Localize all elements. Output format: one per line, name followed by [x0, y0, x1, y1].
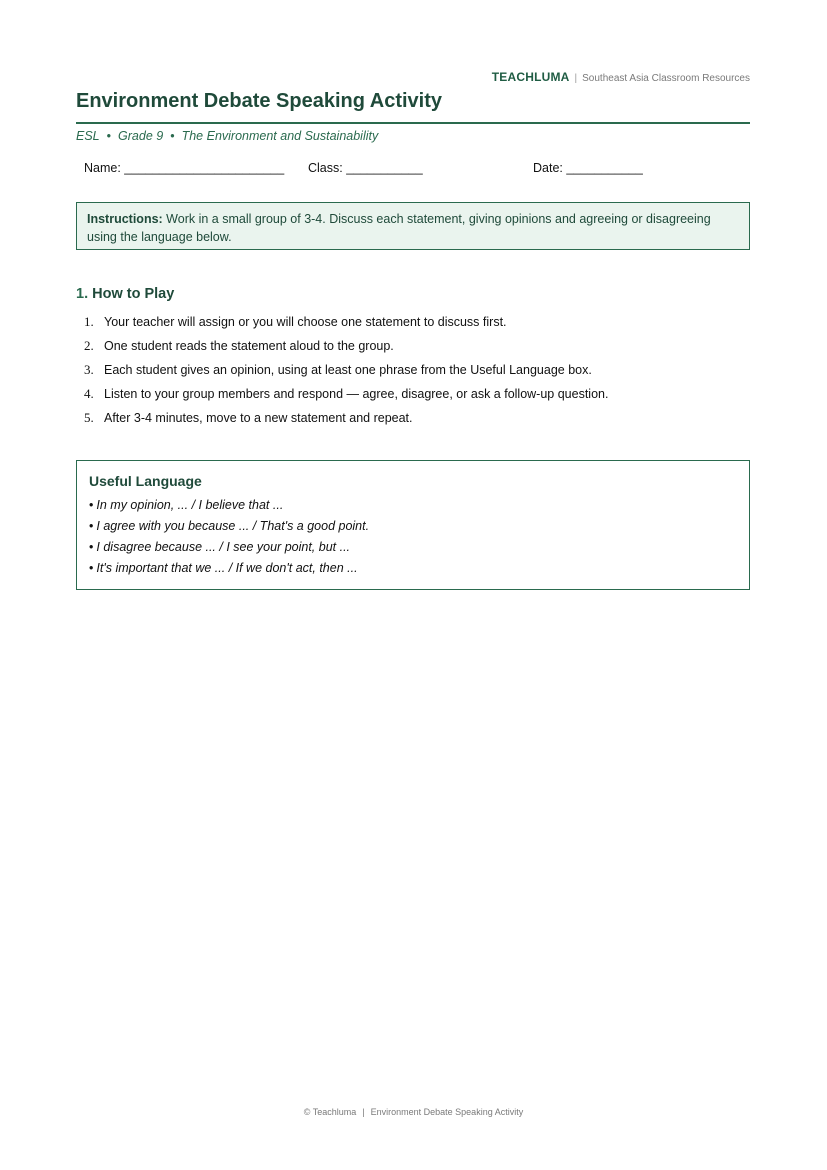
- instructions-text: Work in a small group of 3-4. Discuss each statement, giving opinions and agreeing or disagreeing using the language below.: [87, 212, 711, 244]
- subtitle-dot-2: •: [170, 129, 175, 143]
- subtitle: [76, 129, 378, 143]
- useful-language-item-3: [89, 539, 737, 560]
- phrase-text: I agree with you because ... / That's a good point.: [96, 519, 370, 533]
- step-text: After 3-4 minutes, move to a new statement and repeat.: [104, 411, 413, 425]
- subtitle-dot-1: •: [106, 129, 112, 143]
- header-brand: [492, 70, 750, 84]
- footer-copyright: © Teachluma: [303, 1107, 357, 1117]
- useful-language-item-2: [89, 518, 737, 539]
- step-text: One student reads the statement aloud to the group.: [104, 339, 394, 353]
- useful-language-list: [89, 497, 737, 581]
- step-item-3: [84, 361, 744, 385]
- step-text: Each student gives an opinion, using at least one phrase from the Useful Language box.: [104, 363, 592, 377]
- phrase-text: It's important that we ... / If we don't act, then ...: [96, 561, 358, 575]
- step-number: 5.: [84, 410, 94, 425]
- brand-name: TEACHLUMA: [491, 70, 570, 84]
- subtitle-grade: Grade 9: [118, 129, 164, 143]
- step-text: Your teacher will assign or you will choose one statement to discuss first.: [104, 315, 507, 329]
- instructions-box: [76, 202, 750, 250]
- page-title: Environment Debate Speaking Activity: [76, 90, 443, 112]
- subtitle-topic: The Environment and Sustainability: [181, 129, 379, 143]
- phrase-text: I disagree because ... / I see your point, but ...: [96, 540, 351, 554]
- step-number: 3.: [84, 362, 94, 377]
- step-text: Listen to your group members and respond — agree, disagree, or ask a follow-up question.: [104, 387, 609, 401]
- instructions-lead: Instructions:: [87, 212, 163, 226]
- step-item-2: [84, 337, 744, 361]
- useful-language-box: [76, 460, 750, 590]
- step-item-5: [84, 409, 744, 433]
- bullet: •: [89, 561, 94, 575]
- subtitle-subject: ESL: [76, 129, 100, 143]
- section-how-to-play-title: [76, 286, 174, 302]
- phrase-text: In my opinion, ... / I believe that ...: [96, 498, 284, 512]
- bullet: •: [89, 540, 94, 554]
- useful-language-item-4: [89, 560, 737, 581]
- bullet: •: [89, 498, 94, 512]
- brand-tagline: Southeast Asia Classroom Resources: [582, 73, 750, 84]
- page-footer: [0, 1107, 827, 1117]
- useful-language-title: Useful Language: [89, 473, 202, 489]
- step-number: 2.: [84, 338, 94, 353]
- footer-separator: |: [362, 1107, 365, 1117]
- step-number: 4.: [84, 386, 94, 401]
- step-number: 1.: [84, 314, 94, 329]
- step-item-1: [84, 313, 744, 337]
- title-divider: [76, 122, 750, 124]
- useful-language-item-1: [89, 497, 737, 518]
- date-field: Date: ___________: [533, 161, 643, 175]
- footer-doc-name: Environment Debate Speaking Activity: [370, 1107, 524, 1117]
- step-item-4: [84, 385, 744, 409]
- section-number: 1.: [76, 286, 89, 302]
- brand-separator: |: [574, 73, 578, 84]
- steps-list: [84, 313, 744, 433]
- section-title-text: How to Play: [92, 286, 175, 302]
- name-field: Name: _______________________: [84, 161, 285, 175]
- class-field: Class: ___________: [308, 161, 423, 175]
- bullet: •: [89, 519, 94, 533]
